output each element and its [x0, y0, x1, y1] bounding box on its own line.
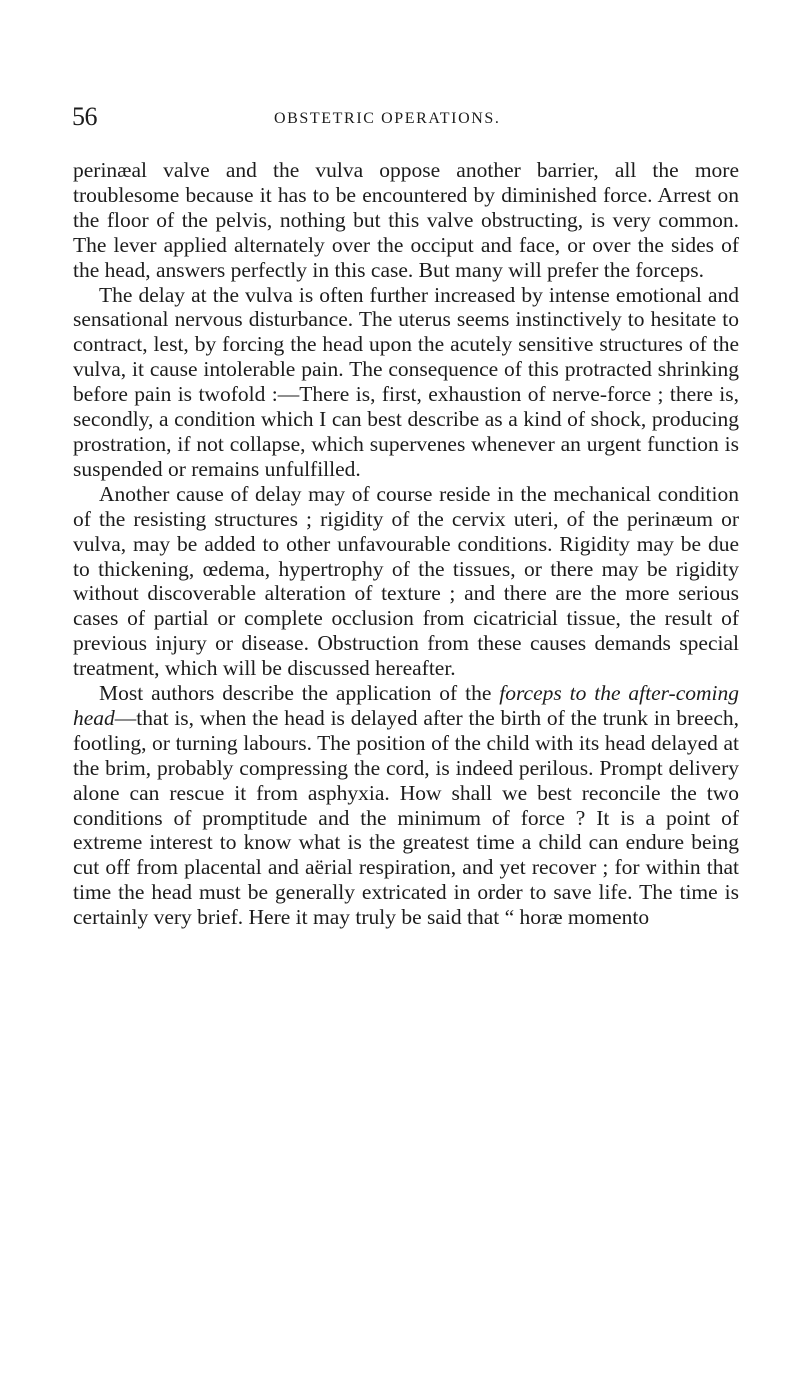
body-text	[73, 158, 739, 930]
running-head: OBSTETRIC OPERATIONS.	[274, 110, 501, 127]
paragraph-continued: perinæal valve and the vulva oppose another barrier, all the more troublesome because it has to be encountered by diminished force. Arrest on the floor of the pelvis, nothing but this valve obstructing, is very common. The lever applied alternately over the occiput and face, or over the sides of the head, answers perfectly in this case. But many will prefer the forceps.	[73, 158, 739, 282]
paragraph-mechanical-delay: Another cause of delay may of course reside in the mechanical condition of the resisting structures ; rigidity of the cervix uteri, of the perinæum or vulva, may be added to other unfavourable conditions. Rigidity may be due to thickening, œdema, hypertrophy of the tissues, or there may be rigidity without discoverable alteration of texture ; and there are the more serious cases of partial or complete occlusion from cicatricial tissue, the result of previous injury or disease. Obstruction from these causes demands special treatment, which will be discussed hereafter.	[73, 481, 739, 681]
paragraph-text-before: Most authors describe the application of the	[99, 681, 500, 706]
paragraph-after-coming-head	[73, 681, 739, 930]
paragraph-vulva-delay: The delay at the vulva is often further increased by intense emotional and sensational nervous disturbance. The uterus seems instinctively to hesitate to contract, lest, by forcing the head upon the acutely sensitive structures of the vulva, it cause intolerable pain. The consequence of this protracted shrinking before pain is twofold :—There is, first, exhaustion of nerve-force ; there is, secondly, a condition which I can best describe as a kind of shock, producing prostration, if not collapse, which supervenes whenever an urgent function is suspended or remains unfulfilled.	[73, 282, 739, 481]
paragraph-text-after: —that is, when the head is delayed after the birth of the trunk in breech, footling, or turning labours. The position of the child with its head delayed at the brim, probably compressing the cord, is indeed perilous. Prompt delivery alone can rescue it from asphyxia. How shall we best reconcile the two conditions of promptitude and the minimum of force ? It is a point of extreme interest to know what is the greatest time a child can endure being cut off from placental and aërial respiration, and yet recover ; for within that time the head must be generally extricated in order to save life. The time is certainly very brief. Here it may truly be said that “ horæ momento	[73, 705, 739, 930]
page-header	[72, 104, 732, 130]
page-number: 56	[72, 102, 97, 131]
italic-phrase: forceps to the after-coming head	[73, 681, 739, 730]
